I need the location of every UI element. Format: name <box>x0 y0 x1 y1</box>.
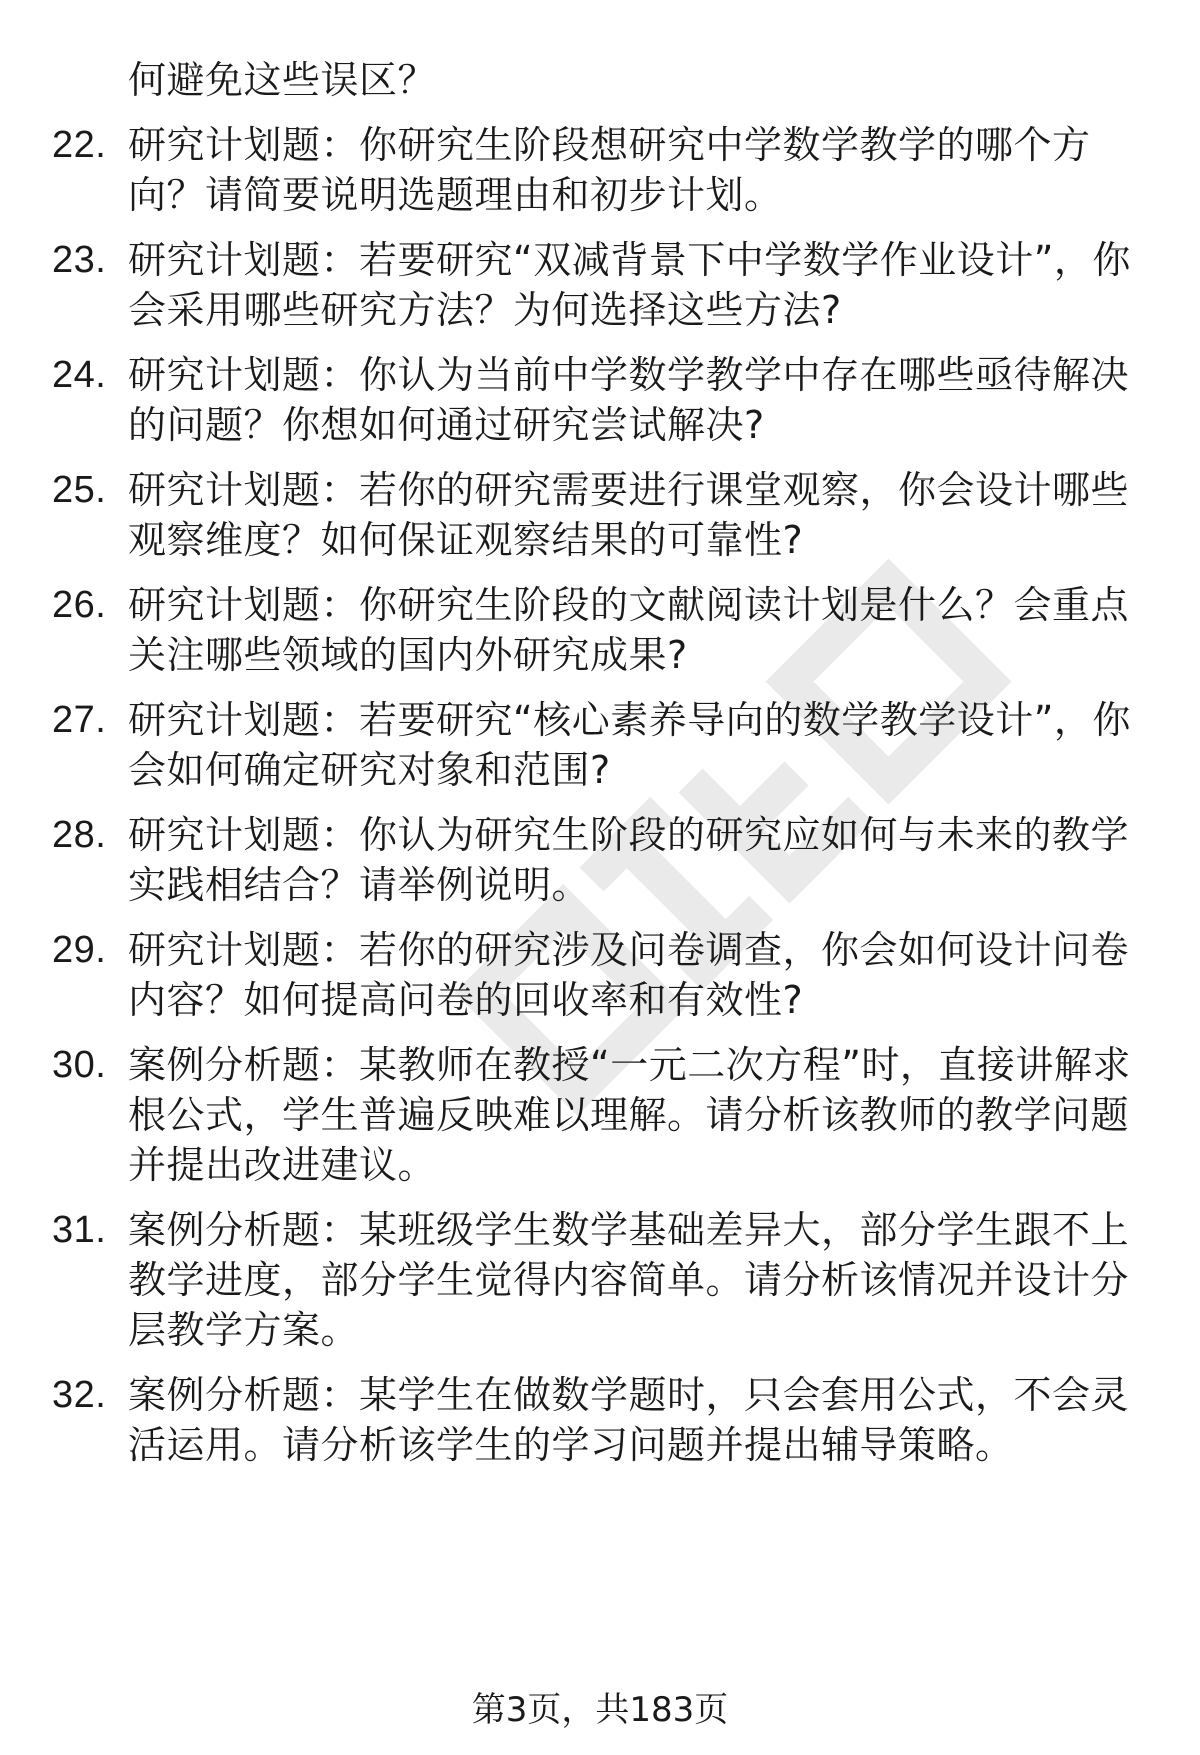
question-text: 研究计划题：若你的研究需要进行课堂观察，你会设计哪些观察维度？如何保证观察结果的可靠性? <box>128 468 1130 562</box>
question-item <box>52 1205 1142 1355</box>
question-number: 24. <box>52 354 107 396</box>
question-item <box>52 695 1142 795</box>
question-item <box>52 465 1142 565</box>
continuation-text: 何避免这些误区？ <box>128 58 437 102</box>
question-text: 研究计划题：你认为当前中学数学教学中存在哪些亟待解决的问题？你想如何通过研究尝试解决? <box>128 353 1130 447</box>
question-number: 31. <box>52 1209 107 1251</box>
question-text: 研究计划题：你认为研究生阶段的研究应如何与未来的教学实践相结合？请举例说明。 <box>128 813 1130 907</box>
question-item <box>52 350 1142 450</box>
question-number: 23. <box>52 239 107 281</box>
question-list <box>52 55 1142 1485</box>
question-text: 研究计划题：若要研究“双减背景下中学数学作业设计”，你会采用哪些研究方法？为何选择这些方法? <box>128 238 1131 332</box>
page-footer: 第3页，共183页 <box>471 1690 729 1730</box>
question-number: 25. <box>52 469 107 511</box>
question-item <box>52 580 1142 680</box>
question-number: 30. <box>52 1044 107 1086</box>
question-text: 研究计划题：你研究生阶段的文献阅读计划是什么？会重点关注哪些领域的国内外研究成果? <box>128 583 1130 677</box>
question-item <box>52 810 1142 910</box>
question-item <box>52 925 1142 1025</box>
question-text: 案例分析题：某学生在做数学题时，只会套用公式，不会灵活运用。请分析该学生的学习问题并提出辅导策略。 <box>128 1373 1130 1467</box>
question-number: 26. <box>52 584 107 626</box>
question-item <box>52 120 1142 220</box>
question-number: 27. <box>52 699 107 741</box>
question-text: 研究计划题：你研究生阶段想研究中学数学教学的哪个方向？请简要说明选题理由和初步计划。 <box>128 123 1091 217</box>
question-number: 29. <box>52 929 107 971</box>
question-item <box>52 235 1142 335</box>
question-text: 案例分析题：某教师在教授“一元二次方程”时，直接讲解求根公式，学生普遍反映难以理解。请分析该教师的教学问题并提出改进建议。 <box>128 1043 1131 1187</box>
question-item <box>52 1370 1142 1470</box>
question-number: 22. <box>52 124 107 166</box>
question-text: 研究计划题：若你的研究涉及问卷调查，你会如何设计问卷内容？如何提高问卷的回收率和有效性? <box>128 928 1130 1022</box>
question-item <box>52 1040 1142 1190</box>
question-number: 28. <box>52 814 107 856</box>
question-text: 案例分析题：某班级学生数学基础差异大，部分学生跟不上教学进度，部分学生觉得内容简单。请分析该情况并设计分层教学方案。 <box>128 1208 1130 1352</box>
question-number: 32. <box>52 1374 107 1416</box>
question-text: 研究计划题：若要研究“核心素养导向的数学教学设计”，你会如何确定研究对象和范围? <box>128 698 1131 792</box>
